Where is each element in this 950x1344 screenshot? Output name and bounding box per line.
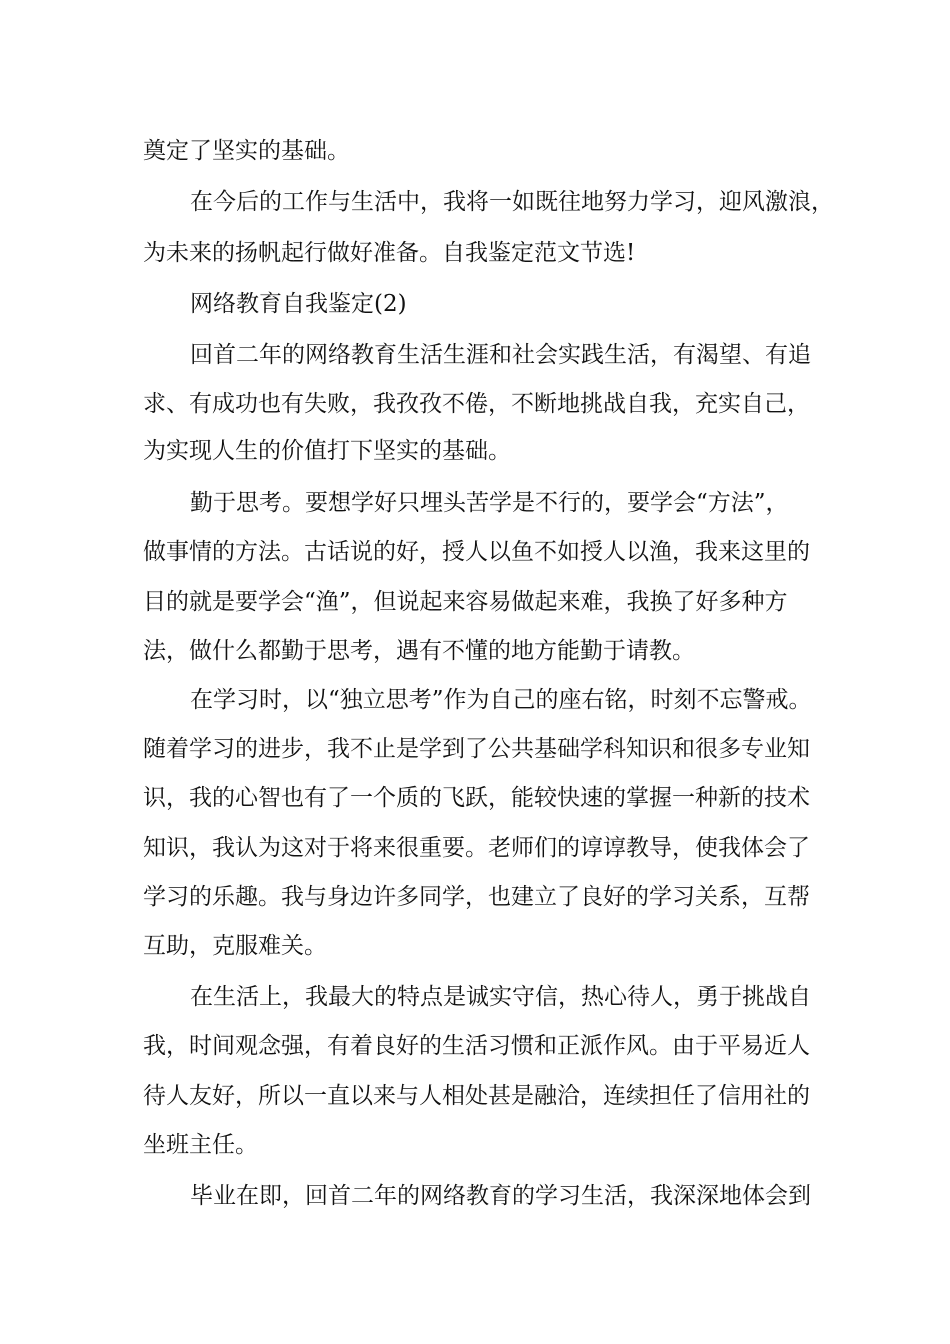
text-line: 坐班主任。 [143,1132,258,1158]
text-line: 为实现人生的价值打下坚实的基础。 [143,438,511,464]
paragraph-start: 勤于思考。要想学好只埋头苦学是不行的，要学会“方法”， [190,490,789,516]
text-line: 奠定了坚实的基础。 [143,138,350,164]
text-line: 互助，克服难关。 [143,933,327,959]
text-line: 学习的乐趣。我与身边许多同学，也建立了良好的学习关系，互帮 [143,884,810,910]
text-line: 随着学习的进步，我不止是学到了公共基础学科知识和很多专业知 [143,736,810,762]
paragraph-start: 在生活上，我最大的特点是诚实守信，热心待人，勇于挑战自 [190,984,811,1010]
text-line: 法，做什么都勤于思考，遇有不懂的地方能勤于请教。 [143,638,695,664]
text-line: 待人友好，所以一直以来与人相处甚是融洽，连续担任了信用社的 [143,1083,810,1109]
paragraph-start: 在学习时，以“独立思考”作为自己的座右铭，时刻不忘警戒。 [190,687,812,713]
text-line: 目的就是要学会“渔”，但说起来容易做起来难，我换了好多种方 [143,589,788,615]
text-line: 我，时间观念强，有着良好的生活习惯和正派作风。由于平易近人 [143,1033,810,1059]
paragraph-start: 毕业在即，回首二年的网络教育的学习生活，我深深地体会到 [190,1183,811,1209]
text-line: 做事情的方法。古话说的好，授人以鱼不如授人以渔，我来这里的 [143,539,810,565]
text-line: 知识，我认为这对于将来很重要。老师们的谆谆教导，使我体会了 [143,835,810,861]
text-line: 为未来的扬帆起行做好准备。自我鉴定范文节选! [143,240,636,266]
paragraph-start: 回首二年的网络教育生活生涯和社会实践生活，有渴望、有追 [190,342,811,368]
section-heading: 网络教育自我鉴定(2) [190,291,407,317]
paragraph-start: 在今后的工作与生活中，我将一如既往地努力学习，迎风激浪， [190,189,834,215]
text-line: 识，我的心智也有了一个质的飞跃，能较快速的掌握一种新的技术 [143,785,810,811]
text-line: 求、有成功也有失败，我孜孜不倦，不断地挑战自我，充实自己， [143,391,810,417]
